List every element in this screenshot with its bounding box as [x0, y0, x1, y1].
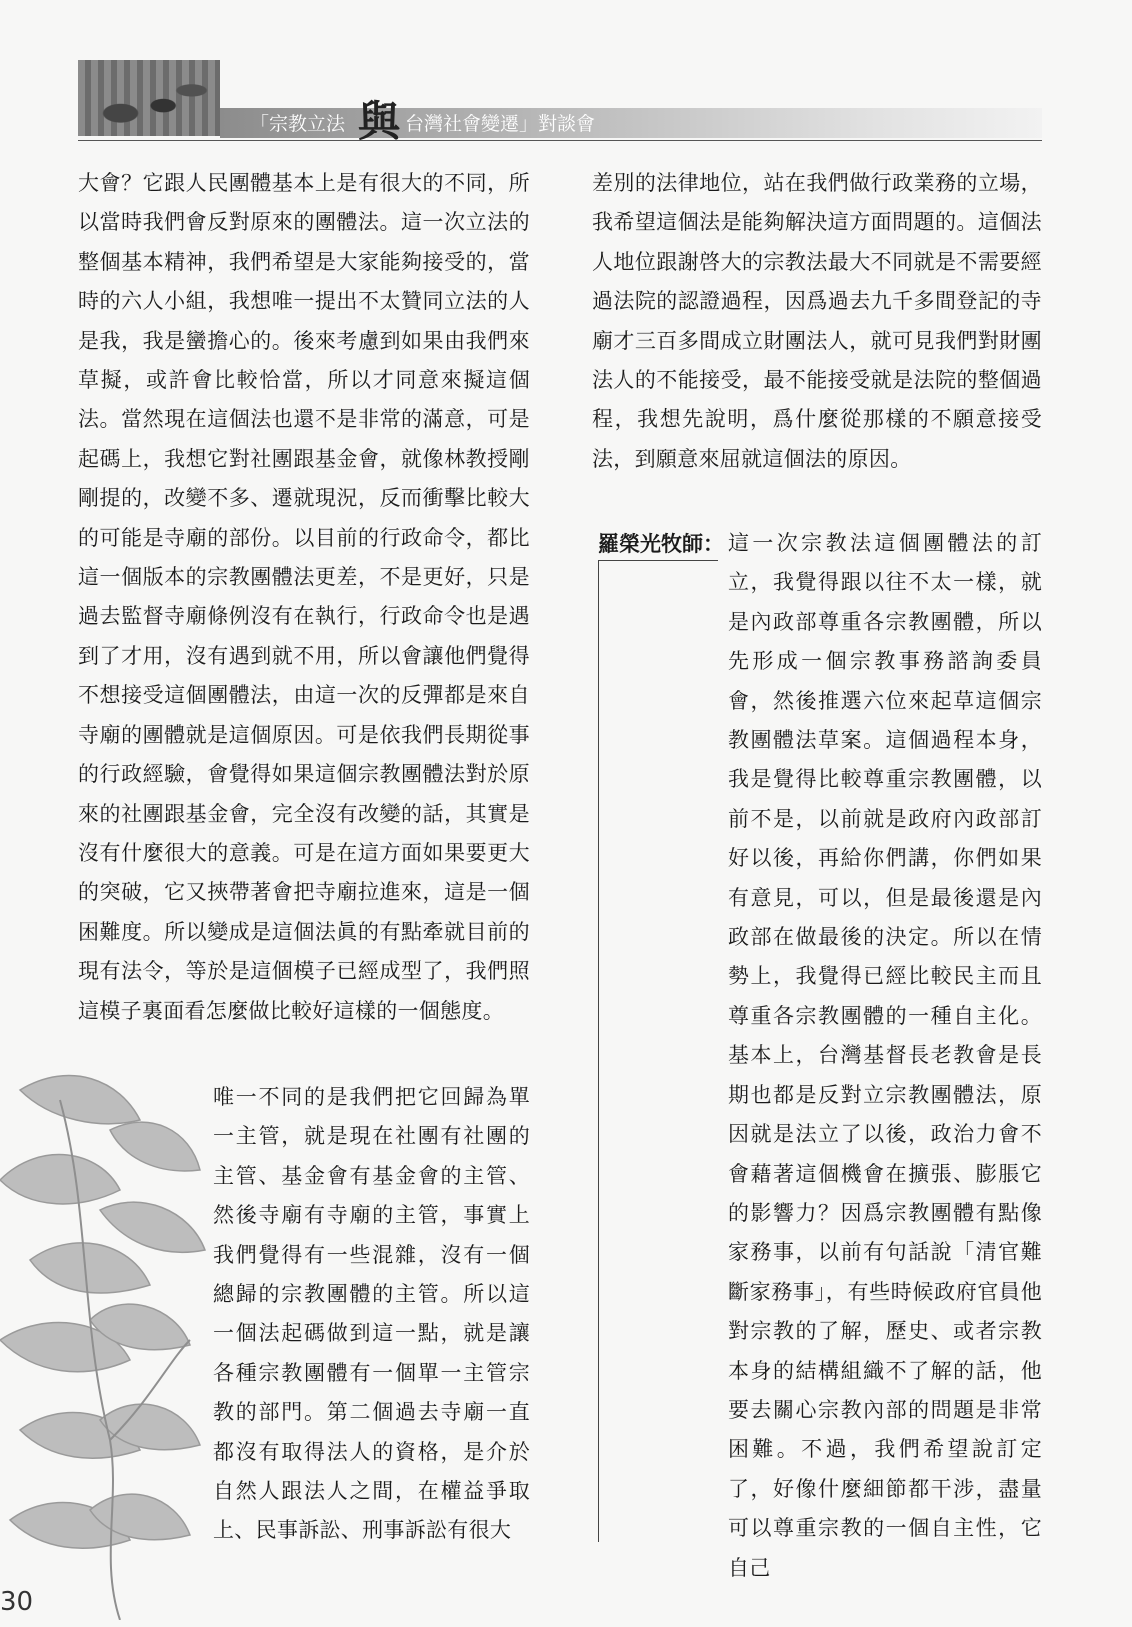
leaf	[100, 1202, 205, 1252]
left-column-paragraph: 大會？它跟人民團體基本上是有很大的不同，所以當時我們會反對原來的團體法。這一次立法的整個基本精神，我們希望是大家能夠接受的，當時的六人小組，我想唯一提出不太贊同立法的人是我，我是蠻擔心的。後來考慮到如果由我們來草擬，或許會比較恰當，所以才同意來擬這個法。當然現在這個法也還不是非常的滿意，可是起碼上，我想它對社團跟基金會，就像林教授剛剛提的，改變不多、遷就現況，反而衝擊比較大的可能是寺廟的部份。以目前的行政命令，都比這一個版本的宗教團體法更差，不是更好，只是過去監督寺廟條例沒有在執行，行政命令也是遇到了才用，沒有遇到就不用，所以會讓他們覺得不想接受這個團體法，由這一次的反彈都是來自寺廟的團體就是這個原因。可是依我們長期從事的行政經驗，會覺得如果這個宗教團體法對於原來的社團跟基金會，完全沒有改變的話，其實是沒有什麼很大的意義。可是在這方面如果要更大的突破，它又挾帶著會把寺廟拉進來，這是一個困難度。所以變成是這個法眞的有點牽就目前的現有法令，等於是這個模子已經成型了，我們照這模子裏面看怎麼做比較好這樣的一個態度。	[78, 171, 530, 1023]
speaker-label: 羅榮光牧師：	[598, 531, 724, 556]
speaker-paragraph: 這一次宗教法這個團體法的訂立，我覺得跟以往不太一樣，就是內政部尊重各宗教團體，所以先形成一個宗教事務諮詢委員會，然後推選六位來起草這個宗教團體法草案。這個過程本身，我是覺得比較尊重宗教團體，以前不是，以前就是政府內政部訂好以後，再給你們講，你們如果有意見，可以，但是最後還是內政部在做最後的決定。所以在情勢上，我覺得已經比較民主而且尊重各宗教團體的一種自主化。基本上，台灣基督長老教會是長期也都是反對立宗教團體法，原因就是法立了以後，政治力會不會藉著這個機會在擴張、膨脹它的影響力？因爲宗教團體有點像家務事，以前有句話說「清官難斷家務事」，有些時候政府官員他對宗教的了解，歷史、或者宗教本身的結構組織不了解的話，他要去關心宗教內部的問題是非常困難。不過，我們希望說訂定了，好像什麼細節都干涉，盡量可以尊重宗教的一個自主性，它自己	[728, 531, 1042, 1580]
leaf	[110, 1122, 200, 1171]
header-title-right: 台灣社會變遷」對談會	[405, 113, 596, 135]
right-column-paragraph: 差別的法律地位，站在我們做行政業務的立場，我希望這個法是能夠解決這方面問題的。這個法人地位跟謝啓大的宗教法最大不同就是不需要經過法院的認證過程，因爲過去九千多間登記的寺廟才三百多間成立財團法人，就可見我們對財團法人的不能接受，最不能接受就是法院的整個過程，我想先說明，爲什麼從那樣的不願意接受法，到願意來屈就這個法的原因。	[592, 171, 1042, 471]
leaf	[0, 1155, 120, 1204]
left-column-indented-paragraph: 唯一不同的是我們把它回歸為單一主管，就是現在社團有社團的主管、基金會有基金會的主管、然後寺廟有寺廟的主管，事實上我們覺得有一些混雜，沒有一個總歸的宗教團體的主管。所以這一個法起碼做到這一點，就是讓各種宗教團體有一個單一主管宗教的部門。第二個過去寺廟一直都沒有取得法人的資格，是介於自然人跟法人之間，在權益爭取上、民事訴訟、刑事訴訟有很大	[213, 1085, 530, 1543]
header-rule	[78, 140, 1042, 141]
page-number: 30	[0, 1587, 34, 1617]
header-photo	[78, 60, 220, 136]
header-title-emblem: 與	[357, 97, 400, 146]
leaf	[20, 1076, 140, 1124]
leaf	[30, 1243, 150, 1293]
header-title-left: 「宗教立法	[250, 113, 346, 135]
speaker-bracket-line	[598, 560, 718, 1542]
